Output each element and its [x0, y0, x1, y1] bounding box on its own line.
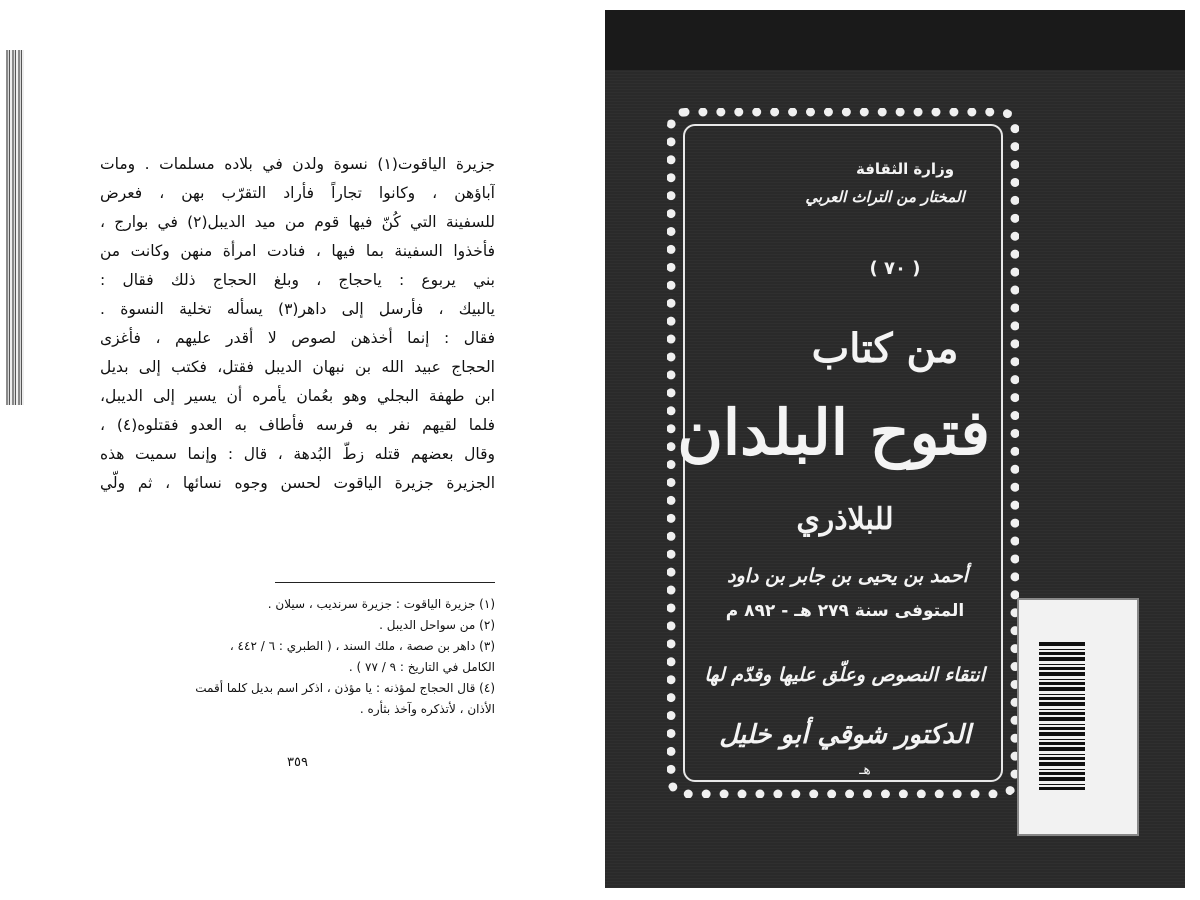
- body-line: وقال بعضهم قتله زطّ البُدهة ، قال : وإنما سميت هذه: [100, 445, 495, 463]
- body-line: للسفينة التي كُنّ فيها قوم من ميد الديبل(٢) في بوارج ،: [100, 213, 495, 231]
- body-line: بني يربوع : ياحجاج ، وبلغ الحجاج ذلك فقال :: [100, 271, 495, 289]
- footnote-item: (١) جزيرة الياقوت : جزيرة سرنديب ، سيلان .: [267, 597, 495, 611]
- page-number: ٣٥٩: [287, 755, 308, 770]
- body-line: جزيرة الياقوت(١) نسوة ولدن في بلاده مسلمات . ومات: [100, 155, 495, 173]
- cover-author: للبلاذري: [796, 502, 894, 537]
- footnote-item: (٤) قال الحجاج لمؤذنه : يا مؤذن ، اذكر اسم بديل كلما أقمت: [195, 681, 495, 695]
- cover-from-book: من كتاب: [811, 325, 959, 372]
- body-line: فلما لقيهم نفر به فرسه فأطاف به العدو فقتلوه(٤) ،: [100, 416, 495, 434]
- book-cover: [605, 10, 1185, 888]
- cover-top-shade: [605, 10, 1185, 70]
- body-line: فقال : إنما أخذهن لصوص لا أقدر عليهم ، فأغزى: [100, 329, 495, 347]
- footnote-divider: [275, 582, 495, 583]
- cover-editor-line: انتقاء النصوص وعلّق عليها وقدّم لها: [704, 664, 985, 686]
- body-line: فأخذوا السفينة بما فيها ، فنادت امرأة منهن وكانت من: [100, 242, 495, 260]
- footnote-item: (٣) داهر بن صصة ، ملك السند ، ( الطبري : ٦ / ٤٤٢ ،: [229, 639, 495, 653]
- cover-ministry: وزارة الثقافة: [855, 160, 955, 178]
- book-page-left: [100, 150, 495, 790]
- library-barcode-label: [1017, 598, 1139, 836]
- footnote-item: (٢) من سواحل الديبل .: [379, 618, 495, 632]
- body-line: الجزيرة جزيرة الياقوت لحسن وجوه نسائها ، ثم ولّي: [100, 474, 495, 492]
- footnote-item: الكامل في التاريخ : ٩ / ٧٧ ) .: [348, 660, 495, 674]
- body-line: الحجاج عبيد الله بن نبهان الديبل فقتل، فكتب إلى بديل: [100, 358, 495, 376]
- cover-publisher-mark: هـ: [859, 762, 871, 778]
- body-line: ابن طهفة البجلي وهو بعُمان يأمره أن يسير إلى الديبل،: [100, 387, 495, 405]
- cover-author-full: أحمد بن يحيى بن جابر بن داود: [727, 565, 968, 587]
- page-body-text: [100, 150, 495, 498]
- cover-title: فتوح البلدان: [677, 396, 990, 469]
- cover-died: المتوفى سنة ٢٧٩ هـ - ٨٩٢ م: [725, 601, 965, 621]
- cover-editor-name: الدكتور شوقي أبو خليل: [719, 720, 971, 750]
- footnotes: [100, 594, 495, 720]
- footnote-item: الأذان ، لأتذكره وآخذ بثأره .: [359, 702, 495, 716]
- cover-series-number: ( ٧٠ ): [869, 258, 921, 279]
- cover-series: المختار من التراث العربي: [805, 188, 965, 206]
- body-line: يالبيك ، فأرسل إلى داهر(٣) يسأله تخلية النسوة .: [100, 300, 495, 318]
- scan-edge-strip: [6, 50, 24, 405]
- body-line: آباؤهن ، وكانوا تجاراً فأراد التقرّب بهن ، فعرض: [100, 184, 495, 202]
- barcode-icon: [1039, 640, 1085, 790]
